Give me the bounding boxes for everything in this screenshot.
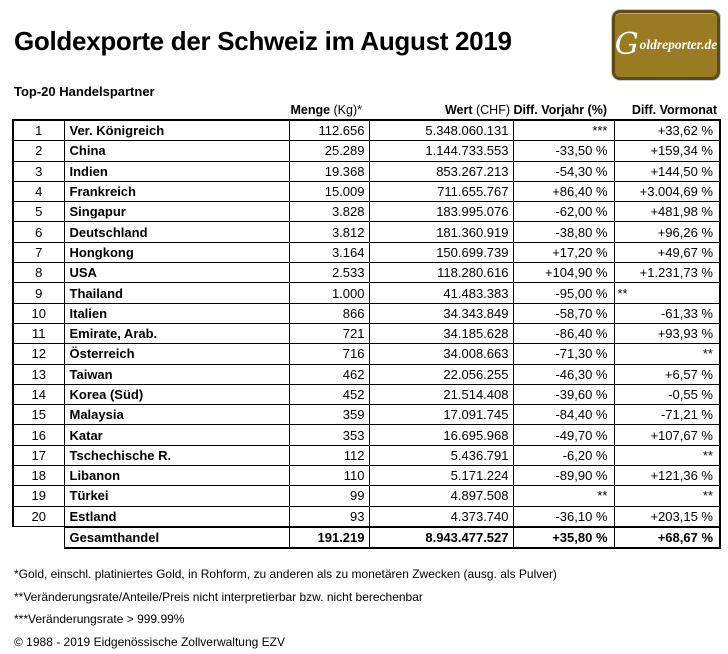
table-row bbox=[13, 466, 720, 486]
rank-cell: 4 bbox=[13, 181, 64, 201]
table-row bbox=[13, 384, 720, 404]
diff-vormonat-cell: ** bbox=[614, 486, 720, 506]
rank-cell: 2 bbox=[13, 141, 64, 161]
menge-cell: 3.164 bbox=[289, 242, 369, 262]
column-header-diff-vorjahr: Diff. Vorjahr (%) bbox=[513, 103, 607, 117]
diff-vorjahr-cell: -38,80 % bbox=[513, 222, 614, 242]
rank-cell: 14 bbox=[13, 384, 64, 404]
diff-vormonat-cell: +107,67 % bbox=[614, 425, 720, 445]
diff-vormonat-cell: -0,55 % bbox=[614, 384, 720, 404]
diff-vorjahr-cell: -36,10 % bbox=[513, 506, 614, 527]
menge-cell: 462 bbox=[289, 364, 369, 384]
table-subtitle: Top-20 Handelspartner bbox=[14, 84, 155, 99]
diff-vormonat-cell: +121,36 % bbox=[614, 466, 720, 486]
wert-cell: 22.056.255 bbox=[369, 364, 513, 384]
diff-vormonat-cell: -71,21 % bbox=[614, 405, 720, 425]
rank-cell: 9 bbox=[13, 283, 64, 303]
country-cell: China bbox=[64, 141, 289, 161]
rank-cell bbox=[13, 527, 64, 548]
diff-vormonat-cell: +481,98 % bbox=[614, 202, 720, 222]
diff-vorjahr-cell: +104,90 % bbox=[513, 263, 614, 283]
rank-cell: 3 bbox=[13, 161, 64, 181]
goldreporter-logo bbox=[612, 10, 720, 80]
menge-cell: 452 bbox=[289, 384, 369, 404]
country-cell: Thailand bbox=[64, 283, 289, 303]
diff-vorjahr-cell: ** bbox=[513, 486, 614, 506]
diff-vorjahr-cell: -58,70 % bbox=[513, 303, 614, 323]
rank-cell: 1 bbox=[13, 120, 64, 141]
wert-cell: 34.343.849 bbox=[369, 303, 513, 323]
country-cell: Österreich bbox=[64, 344, 289, 364]
table-row bbox=[13, 283, 720, 303]
menge-cell: 721 bbox=[289, 323, 369, 343]
table-body bbox=[13, 120, 720, 548]
trade-partners-table bbox=[12, 119, 721, 549]
menge-cell: 3.812 bbox=[289, 222, 369, 242]
rank-cell: 11 bbox=[13, 323, 64, 343]
table-row bbox=[13, 364, 720, 384]
footnotes bbox=[14, 563, 557, 654]
menge-cell: 15.009 bbox=[289, 181, 369, 201]
wert-cell: 853.267.213 bbox=[369, 161, 513, 181]
table-row bbox=[13, 161, 720, 181]
diff-vormonat-cell: +49,67 % bbox=[614, 242, 720, 262]
rank-cell: 6 bbox=[13, 222, 64, 242]
diff-vorjahr-cell: -49,70 % bbox=[513, 425, 614, 445]
diff-vorjahr-cell: -95,00 % bbox=[513, 283, 614, 303]
diff-vorjahr-cell: -62,00 % bbox=[513, 202, 614, 222]
page-title: Goldexporte der Schweiz im August 2019 bbox=[14, 26, 512, 56]
footnote-triple-asterisk: ***Veränderungsrate > 999.99% bbox=[14, 612, 185, 627]
wert-cell: 4.897.508 bbox=[369, 486, 513, 506]
menge-cell: 3.828 bbox=[289, 202, 369, 222]
wert-cell: 1.144.733.553 bbox=[369, 141, 513, 161]
country-cell: Gesamthandel bbox=[64, 527, 289, 548]
rank-cell: 12 bbox=[13, 344, 64, 364]
copyright-line: © 1988 - 2019 Eidgenössische Zollverwaltung EZV bbox=[14, 635, 285, 650]
column-header-diff-vormonat: Diff. Vormonat bbox=[631, 103, 717, 117]
table-row bbox=[13, 222, 720, 242]
wert-cell: 711.655.767 bbox=[369, 181, 513, 201]
footnote-gold-definition: *Gold, einschl. platiniertes Gold, in Rohform, zu anderen als zu monetären Zwecken (ausg. als Pulver) bbox=[14, 567, 557, 581]
column-header-menge: Menge (Kg)* bbox=[290, 103, 362, 117]
rank-cell: 17 bbox=[13, 445, 64, 465]
total-row bbox=[13, 527, 720, 548]
menge-cell: 353 bbox=[289, 425, 369, 445]
logo-text: oldreporter.de bbox=[639, 37, 718, 52]
diff-vorjahr-cell: +17,20 % bbox=[513, 242, 614, 262]
menge-cell: 866 bbox=[289, 303, 369, 323]
table-row bbox=[13, 242, 720, 262]
diff-vorjahr-cell: -71,30 % bbox=[513, 344, 614, 364]
rank-cell: 20 bbox=[13, 506, 64, 527]
table-row bbox=[13, 405, 720, 425]
menge-cell: 1.000 bbox=[289, 283, 369, 303]
country-cell: Frankreich bbox=[64, 181, 289, 201]
rank-cell: 10 bbox=[13, 303, 64, 323]
country-cell: Tschechische R. bbox=[64, 445, 289, 465]
rank-cell: 18 bbox=[13, 466, 64, 486]
menge-cell: 25.289 bbox=[289, 141, 369, 161]
wert-cell: 34.008.663 bbox=[369, 344, 513, 364]
table-row bbox=[13, 506, 720, 527]
menge-cell: 716 bbox=[289, 344, 369, 364]
table-row bbox=[13, 323, 720, 343]
diff-vormonat-cell: +144,50 % bbox=[614, 161, 720, 181]
rank-cell: 7 bbox=[13, 242, 64, 262]
menge-cell: 191.219 bbox=[289, 527, 369, 548]
table-row bbox=[13, 344, 720, 364]
diff-vorjahr-cell: -39,60 % bbox=[513, 384, 614, 404]
menge-cell: 2.533 bbox=[289, 263, 369, 283]
menge-cell: 19.368 bbox=[289, 161, 369, 181]
footnote-double-asterisk: **Veränderungsrate/Anteile/Preis nicht interpretierbar bzw. nicht berechenbar bbox=[14, 589, 423, 604]
menge-cell: 110 bbox=[289, 466, 369, 486]
wert-cell: 183.995.076 bbox=[369, 202, 513, 222]
country-cell: Taiwan bbox=[64, 364, 289, 384]
country-cell: Katar bbox=[64, 425, 289, 445]
wert-cell: 5.436.791 bbox=[369, 445, 513, 465]
menge-cell: 99 bbox=[289, 486, 369, 506]
diff-vorjahr-cell: -89,90 % bbox=[513, 466, 614, 486]
table-row bbox=[13, 181, 720, 201]
wert-cell: 34.185.628 bbox=[369, 323, 513, 343]
diff-vormonat-cell: ** bbox=[614, 445, 720, 465]
rank-cell: 16 bbox=[13, 425, 64, 445]
diff-vormonat-cell: +93,93 % bbox=[614, 323, 720, 343]
diff-vorjahr-cell: -86,40 % bbox=[513, 323, 614, 343]
diff-vormonat-cell: +6,57 % bbox=[614, 364, 720, 384]
diff-vorjahr-cell: +35,80 % bbox=[513, 527, 614, 548]
country-cell: Malaysia bbox=[64, 405, 289, 425]
table-row bbox=[13, 202, 720, 222]
diff-vormonat-cell: +159,34 % bbox=[614, 141, 720, 161]
diff-vorjahr-cell: +86,40 % bbox=[513, 181, 614, 201]
wert-cell: 5.171.224 bbox=[369, 466, 513, 486]
rank-cell: 13 bbox=[13, 364, 64, 384]
diff-vorjahr-cell: -33,50 % bbox=[513, 141, 614, 161]
country-cell: Hongkong bbox=[64, 242, 289, 262]
country-cell: Türkei bbox=[64, 486, 289, 506]
table-row bbox=[13, 141, 720, 161]
table-row bbox=[13, 425, 720, 445]
country-cell: Singapur bbox=[64, 202, 289, 222]
country-cell: Emirate, Arab. bbox=[64, 323, 289, 343]
table-row bbox=[13, 120, 720, 141]
diff-vormonat-cell: +68,67 % bbox=[614, 527, 720, 548]
wert-cell: 21.514.408 bbox=[369, 384, 513, 404]
menge-cell: 112.656 bbox=[289, 120, 369, 141]
diff-vormonat-cell: +3.004,69 % bbox=[614, 181, 720, 201]
country-cell: USA bbox=[64, 263, 289, 283]
table-row bbox=[13, 486, 720, 506]
wert-cell: 17.091.745 bbox=[369, 405, 513, 425]
diff-vormonat-cell: -61,33 % bbox=[614, 303, 720, 323]
country-cell: Libanon bbox=[64, 466, 289, 486]
country-cell: Indien bbox=[64, 161, 289, 181]
diff-vorjahr-cell: -46,30 % bbox=[513, 364, 614, 384]
menge-cell: 93 bbox=[289, 506, 369, 527]
country-cell: Ver. Königreich bbox=[64, 120, 289, 141]
rank-cell: 15 bbox=[13, 405, 64, 425]
table-row bbox=[13, 303, 720, 323]
diff-vorjahr-cell: -6,20 % bbox=[513, 445, 614, 465]
rank-cell: 19 bbox=[13, 486, 64, 506]
country-cell: Korea (Süd) bbox=[64, 384, 289, 404]
rank-cell: 5 bbox=[13, 202, 64, 222]
logo-initial-g: G bbox=[614, 27, 639, 62]
diff-vorjahr-cell: *** bbox=[513, 120, 614, 141]
diff-vormonat-cell: +96,26 % bbox=[614, 222, 720, 242]
column-header-wert: Wert (CHF) bbox=[444, 103, 510, 117]
diff-vormonat-cell: +1.231,73 % bbox=[614, 263, 720, 283]
diff-vorjahr-cell: -54,30 % bbox=[513, 161, 614, 181]
wert-cell: 118.280.616 bbox=[369, 263, 513, 283]
country-cell: Italien bbox=[64, 303, 289, 323]
diff-vormonat-cell: ** bbox=[614, 283, 720, 303]
menge-cell: 112 bbox=[289, 445, 369, 465]
wert-cell: 150.699.739 bbox=[369, 242, 513, 262]
menge-cell: 359 bbox=[289, 405, 369, 425]
diff-vormonat-cell: +203,15 % bbox=[614, 506, 720, 527]
rank-cell: 8 bbox=[13, 263, 64, 283]
diff-vormonat-cell: ** bbox=[614, 344, 720, 364]
diff-vorjahr-cell: -84,40 % bbox=[513, 405, 614, 425]
diff-vormonat-cell: +33,62 % bbox=[614, 120, 720, 141]
wert-cell: 181.360.919 bbox=[369, 222, 513, 242]
wert-cell: 4.373.740 bbox=[369, 506, 513, 527]
wert-cell: 5.348.060.131 bbox=[369, 120, 513, 141]
wert-cell: 8.943.477.527 bbox=[369, 527, 513, 548]
table-row bbox=[13, 445, 720, 465]
country-cell: Estland bbox=[64, 506, 289, 527]
country-cell: Deutschland bbox=[64, 222, 289, 242]
wert-cell: 16.695.968 bbox=[369, 425, 513, 445]
table-row bbox=[13, 263, 720, 283]
wert-cell: 41.483.383 bbox=[369, 283, 513, 303]
